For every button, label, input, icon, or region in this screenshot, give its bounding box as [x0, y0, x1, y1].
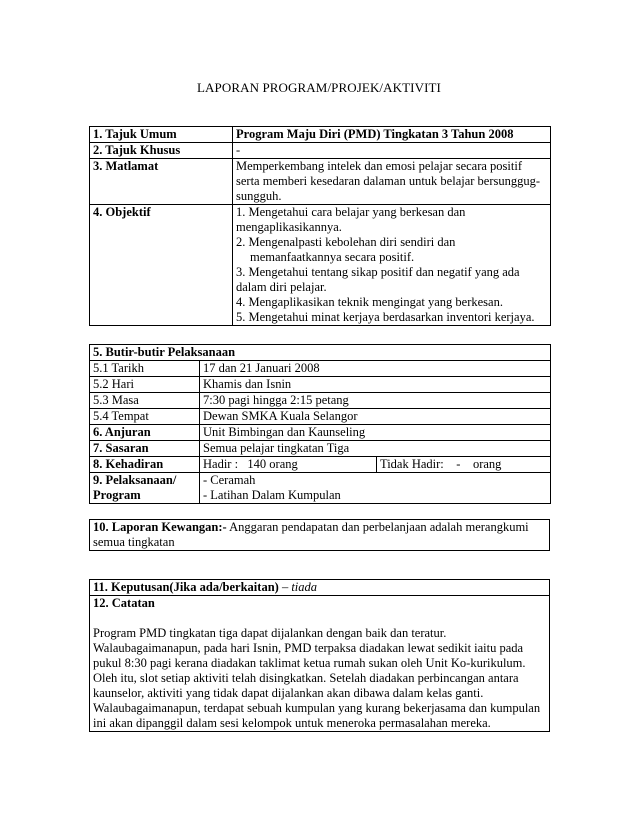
masa-value: 7:30 pagi hingga 2:15 petang — [200, 393, 551, 409]
objektif-item: memanfaatkannya secara positif. — [250, 250, 415, 264]
anjuran-label: 6. Anjuran — [90, 425, 200, 441]
table-row — [90, 596, 550, 732]
table-row — [90, 205, 551, 326]
table-row — [90, 580, 550, 596]
table-row — [90, 473, 551, 504]
masa-label: 5.3 Masa — [90, 393, 200, 409]
tajuk-khusus-value: - — [233, 143, 551, 159]
sasaran-value: Semua pelajar tingkatan Tiga — [200, 441, 551, 457]
document-title: LAPORAN PROGRAM/PROJEK/AKTIVITI — [197, 80, 441, 95]
pelaksanaan-label-line: Program — [93, 488, 141, 502]
section-heading: 5. Butir-butir Pelaksanaan — [90, 345, 551, 361]
tajuk-khusus-label: 2. Tajuk Khusus — [90, 143, 233, 159]
matlamat-value: Memperkembang intelek dan emosi pelajar secara positif serta memberi kesedaran dalaman untuk belajar bersunggug-sungguh. — [233, 159, 551, 205]
objektif-item: 2. Mengenalpasti kebolehan diri sendiri dan — [236, 235, 456, 249]
pelaksanaan-item: - Ceramah — [203, 473, 256, 487]
table-row — [90, 441, 551, 457]
finance-label: 10. Laporan Kewangan:- — [93, 520, 227, 534]
table-row — [90, 520, 550, 551]
catatan-paragraph: Walaubagaimanapun, pada hari Isnin, PMD terpaksa diadakan lewat sedikit iaitu pada pukul 8:30 pagi kerana diadakan taklimat ketua rumah sukan oleh Unit Ko-kurikulum. — [93, 641, 526, 670]
catatan-cell — [90, 596, 550, 732]
finance-table — [89, 519, 550, 551]
catatan-label: 12. Catatan — [93, 596, 155, 610]
kehadiran-label: 8. Kehadiran — [90, 457, 200, 473]
anjuran-value: Unit Bimbingan dan Kaunseling — [200, 425, 551, 441]
tarikh-value: 17 dan 21 Januari 2008 — [200, 361, 551, 377]
objektif-item: 3. Mengetahui tentang sikap positif dan negatif yang ada dalam diri pelajar. — [236, 265, 520, 294]
table-row — [90, 127, 551, 143]
implementation-table — [89, 344, 551, 504]
spacer — [93, 611, 546, 626]
catatan-paragraph: Oleh itu, slot setiap aktiviti telah disingkatkan. Setelah diadakan perbincangan antara kaunselor, aktiviti yang tidak dapat dijalankan akan dibawa dalam kelas ganti. — [93, 671, 519, 700]
pelaksanaan-label-line: 9. Pelaksanaan/ — [93, 473, 177, 487]
tajuk-umum-value: Program Maju Diri (PMD) Tingkatan 3 Tahun 2008 — [233, 127, 551, 143]
finance-text: Anggaran pendapatan dan perbelanjaan adalah merangkumi semua tingkatan — [93, 520, 529, 549]
table-row — [90, 345, 551, 361]
catatan-paragraph: Walaubagaimanapun, terdapat sebuah kumpulan yang kurang bekerjasama dan kumpulan ini akan dipanggil dalam sesi kelompok untuk meneroka permasalahan mereka. — [93, 701, 541, 730]
sasaran-label: 7. Sasaran — [90, 441, 200, 457]
table-row — [90, 361, 551, 377]
catatan-paragraph: Program PMD tingkatan tiga dapat dijalankan dengan baik dan teratur. — [93, 626, 447, 640]
pelaksanaan-item: - Latihan Dalam Kumpulan — [203, 488, 341, 502]
table-row — [90, 377, 551, 393]
tajuk-umum-label: 1. Tajuk Umum — [90, 127, 233, 143]
pelaksanaan-list — [200, 473, 551, 504]
table-row — [90, 159, 551, 205]
pelaksanaan-label — [90, 473, 200, 504]
table-row — [90, 457, 551, 473]
tarikh-label: 5.1 Tarikh — [90, 361, 200, 377]
tempat-value: Dewan SMKA Kuala Selangor — [200, 409, 551, 425]
objektif-item: 4. Mengaplikasikan teknik mengingat yang berkesan. — [236, 295, 503, 309]
hari-value: Khamis dan Isnin — [200, 377, 551, 393]
notes-table — [89, 579, 550, 732]
objektif-label: 4. Objektif — [90, 205, 233, 326]
objektif-list — [233, 205, 551, 326]
keputusan-label: 11. Keputusan(Jika ada/berkaitan) — [93, 580, 279, 594]
table-row — [90, 393, 551, 409]
finance-cell — [90, 520, 550, 551]
tempat-label: 5.4 Tempat — [90, 409, 200, 425]
general-info-table — [89, 126, 551, 326]
tidak-hadir-value: Tidak Hadir: - orang — [377, 457, 551, 473]
objektif-item: 5. Mengetahui minat kerjaya berdasarkan inventori kerjaya. — [236, 310, 535, 324]
table-row — [90, 409, 551, 425]
keputusan-dash: – — [278, 580, 292, 594]
hadir-value: Hadir : 140 orang — [200, 457, 377, 473]
keputusan-value: tiada — [291, 580, 318, 594]
table-row — [90, 143, 551, 159]
matlamat-label: 3. Matlamat — [90, 159, 233, 205]
hari-label: 5.2 Hari — [90, 377, 200, 393]
objektif-item: 1. Mengetahui cara belajar yang berkesan dan mengaplikasikannya. — [236, 205, 466, 234]
table-row — [90, 425, 551, 441]
keputusan-cell — [90, 580, 550, 596]
